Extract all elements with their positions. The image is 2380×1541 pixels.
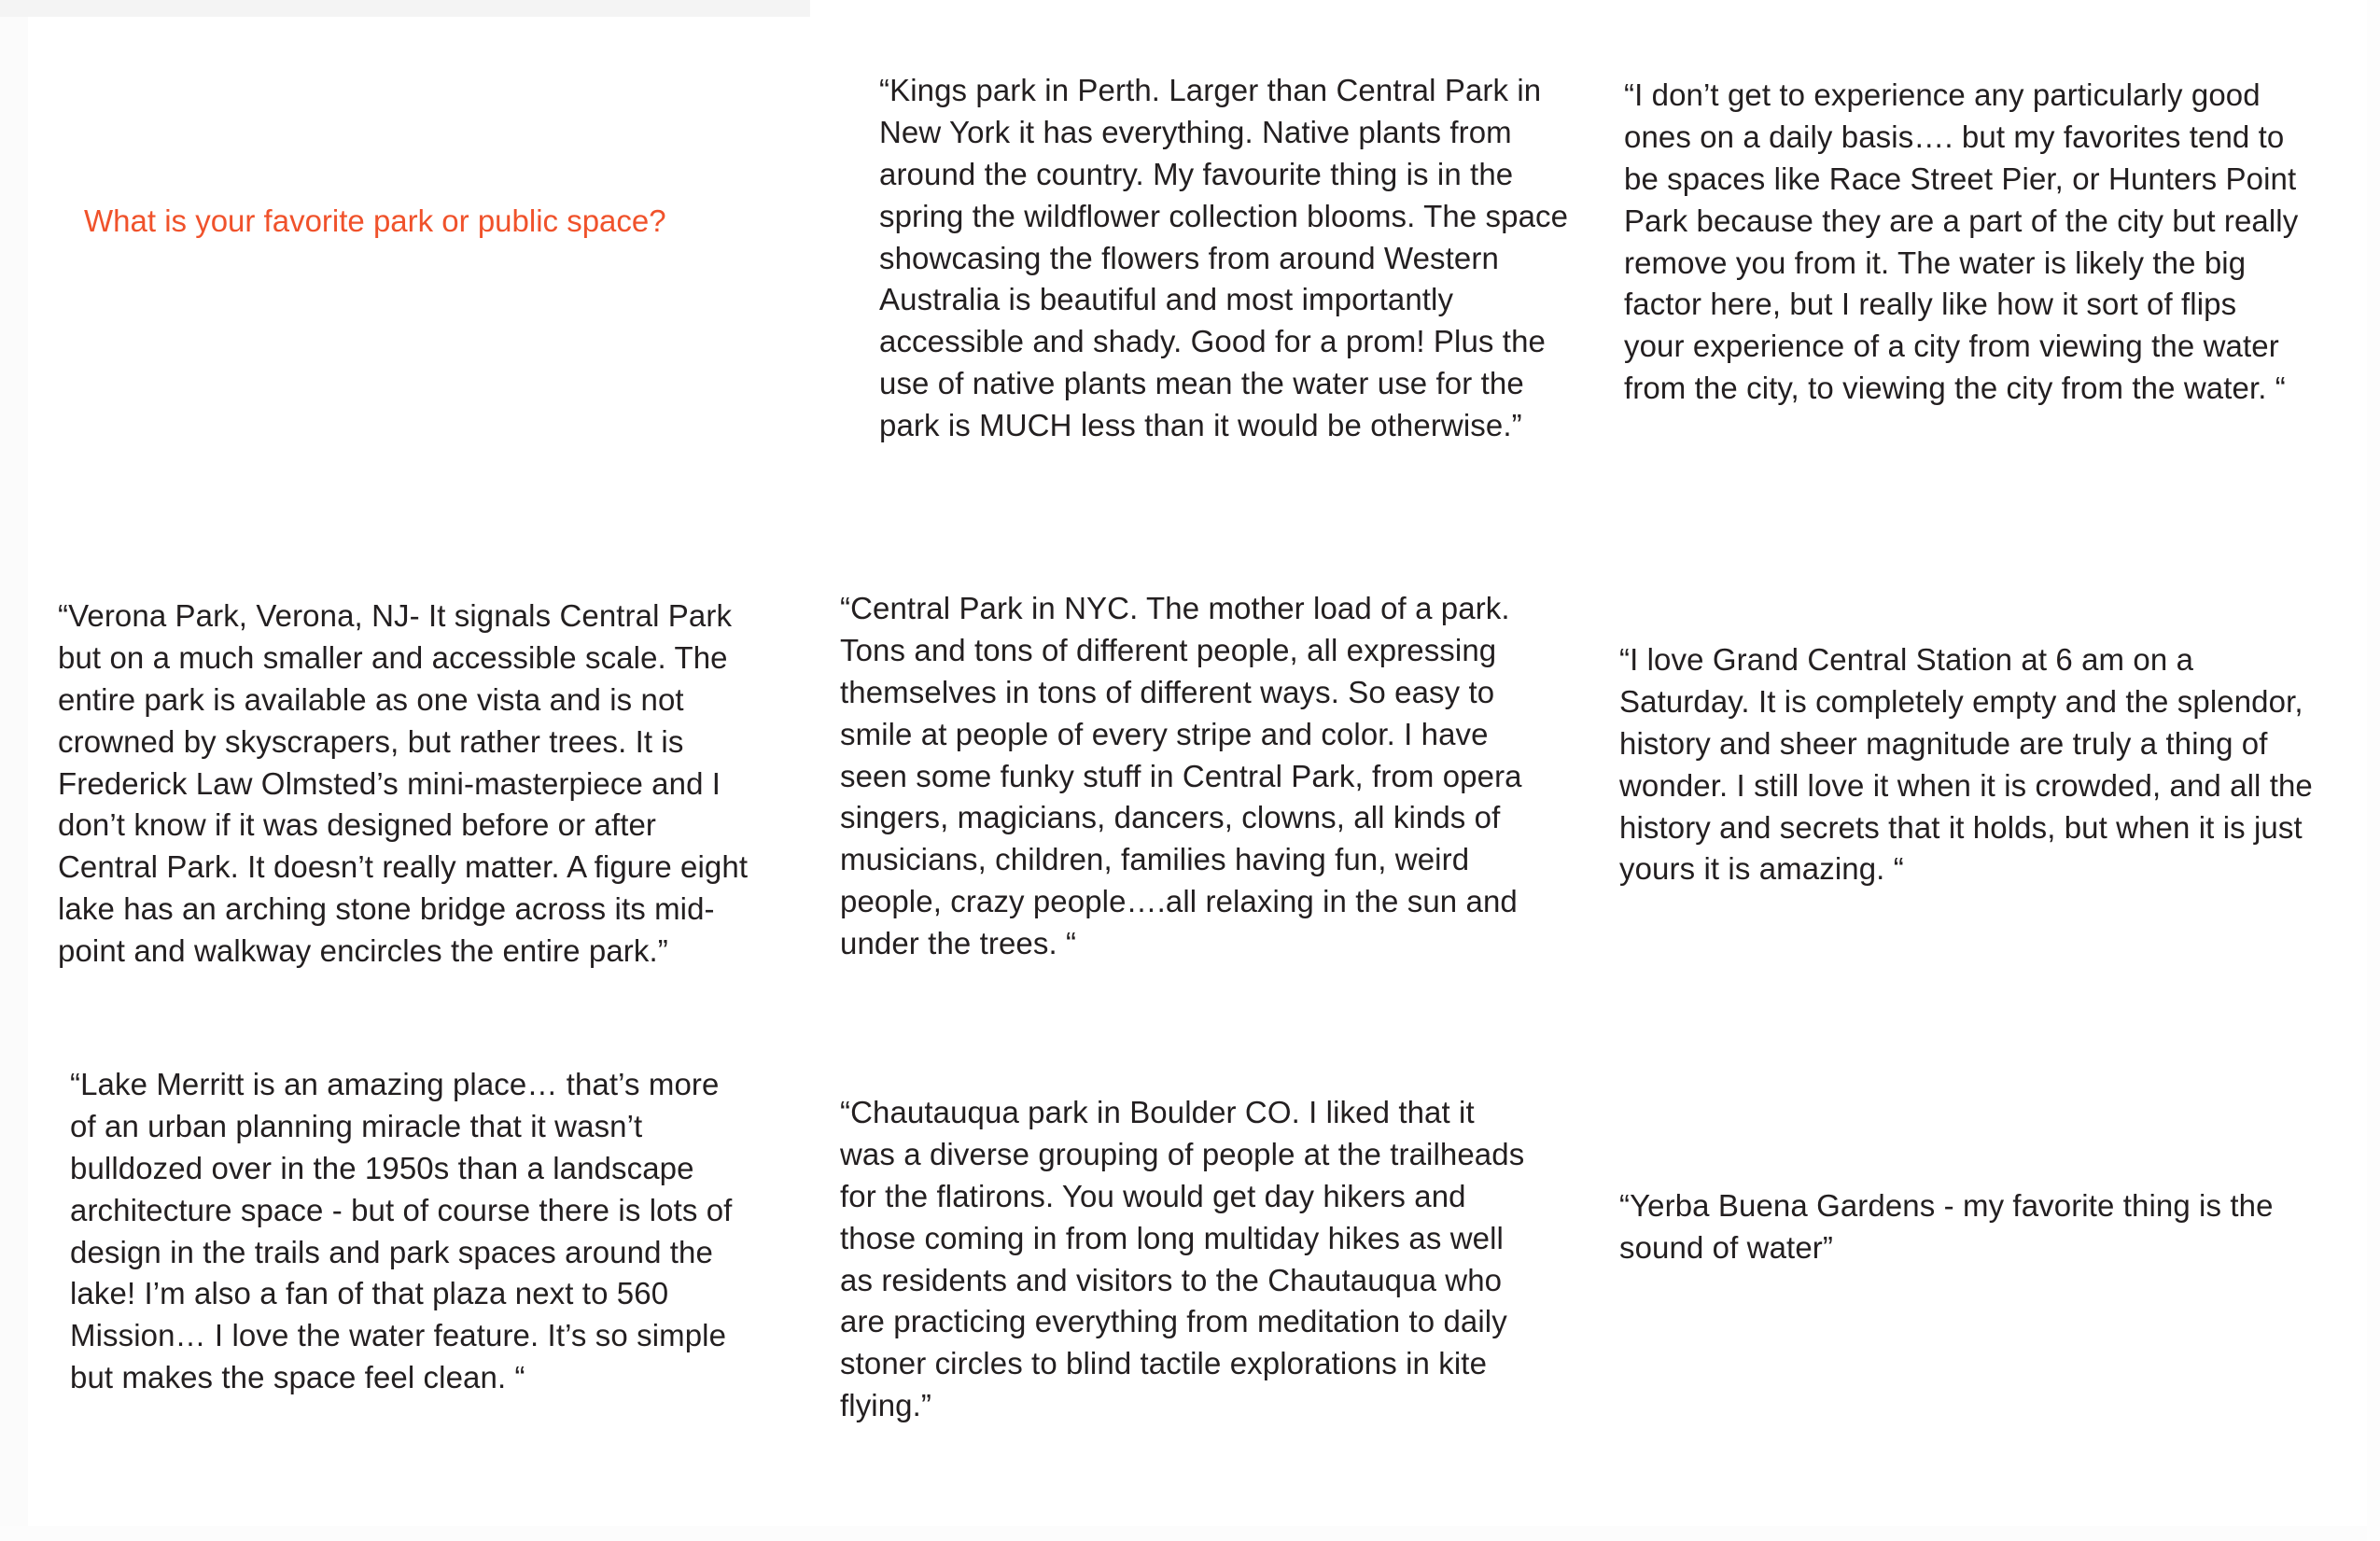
quote-cell: [1605, 0, 2380, 569]
quote-text: “Central Park in NYC. The mother load of a park. Tons and tons of different people, all expressing themselves in tons of different ways. So easy to smile at people of every stripe and color. I have seen some funky stuff in Central Park, from opera singers, magicians, dancers, clowns, all kinds of musicians, children, families having fun, weird people, crazy people….all relaxing in the sun and under the trees. “: [840, 591, 1522, 960]
quote-cell: [1605, 1036, 2380, 1541]
quote-cell: [821, 0, 1605, 569]
quote-text: “Yerba Buena Gardens - my favorite thing is the sound of water”: [1619, 1188, 2274, 1265]
prompt-cell: [0, 0, 821, 569]
quote-text: “Kings park in Perth. Larger than Central Park in New York it has everything. Native plants from around the country. My favourite thing is in the spring the wildflower collection blooms. The space showcasing the flowers from around Western Australia is beautiful and most importantly accessible and shady. Good for a prom! Plus the use of native plants mean the water use for the park is MUCH less than it would be otherwise.”: [879, 73, 1569, 442]
quote-text: “I don’t get to experience any particularly good ones on a daily basis…. but my favorites tend to be spaces like Race Street Pier, or Hunters Point Park because they are a part of the city but really remove you from it. The water is likely the big factor here, but I really like how it sort of flips your experience of a city from viewing the water from the city, to viewing the city from the water. “: [1624, 77, 2299, 406]
quote-cell: [0, 569, 821, 1036]
quote-cell: [1605, 569, 2380, 1036]
quote-cell: [821, 1036, 1605, 1541]
quote-text: “Lake Merritt is an amazing place… that’s more of an urban planning miracle that it wasn’t bulldozed over in the 1950s than a landscape architecture space - but of course there is lots of design in the trails and park spaces around the lake! I’m also a fan of that plaza next to 560 Mission… I love the water feature. It’s so simple but makes the space feel clean. “: [70, 1067, 733, 1395]
quote-cell: [821, 569, 1605, 1036]
quote-text: “Chautauqua park in Boulder CO. I liked that it was a diverse grouping of people at the trailheads for the flatirons. You would get day hikers and those coming in from long multiday hikes as well as residents and visitors to the Chautauqua who are practicing everything from meditation to daily stoner circles to blind tactile explorations in kite flying.”: [840, 1095, 1525, 1423]
quote-cell: [0, 1036, 821, 1541]
survey-question-prompt: What is your favorite park or public space?: [84, 203, 666, 238]
quote-text: “I love Grand Central Station at 6 am on a Saturday. It is completely empty and the splendor, history and sheer magnitude are truly a thing of wonder. I still love it when it is crowded, and all the history and secrets that it holds, but when it is just yours it is amazing. “: [1619, 642, 2313, 887]
quote-text: “Verona Park, Verona, NJ- It signals Central Park but on a much smaller and accessible scale. The entire park is available as one vista and is not crowned by skyscrapers, but rather trees. It is Frederick Law Olmsted’s mini-masterpiece and I don’t know if it was designed before or after Central Park. It doesn’t really matter. A figure eight lake has an arching stone bridge across its mid-point and walkway encircles the entire park.”: [58, 598, 749, 968]
